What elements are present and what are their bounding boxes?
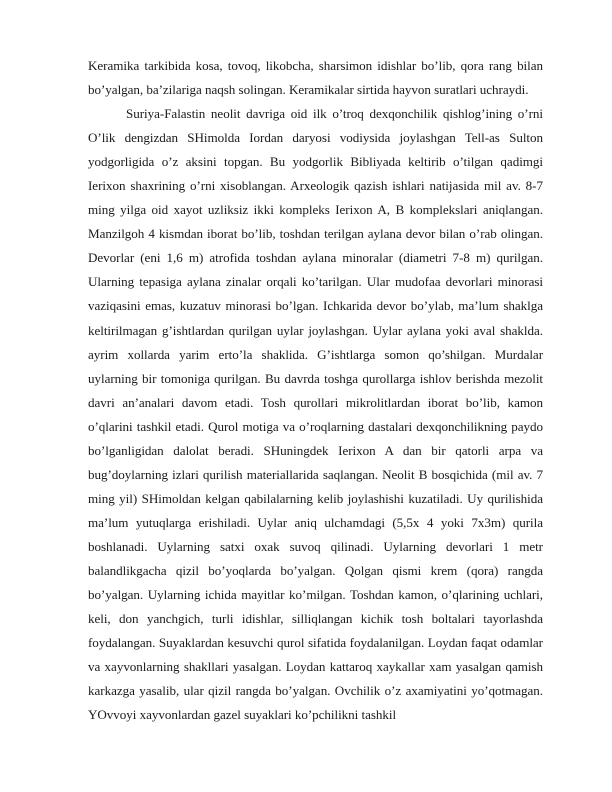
document-page	[88, 54, 543, 727]
paragraph-jericho: Suriya-Falastin neolit davriga oid ilk o’troq dexqonchilik qishlog’ining o’rni O’lik dengizdan SHimolda Iordan daryosi vodiysida joylashgan Tell-as Sulton yodgorligida o’z aksini topgan. Bu yodgorlik Bibliyada keltirib o’tilgan qadimgi Ierixon shaxrining o’rni xisoblangan. Arxeologik qazish ishlari natijasida mil av. 8-7 ming yilga oid xayot uzliksiz ikki kompleks Ierixon A, B komplekslari aniqlangan. Manzilgoh 4 kismdan iborat bo’lib, toshdan terilgan aylana devor bilan o’rab olingan. Devorlar (eni 1,6 m) atrofida toshdan aylana minoralar (diametri 7-8 m) qurilgan. Ularning tepasiga aylana zinalar orqali ko’tarilgan. Ular mudofaa devorlari minorasi vaziqasini emas, kuzatuv minorasi bo’lgan. Ichkarida devor bo’ylab, ma’lum shaklga keltirilmagan g’ishtlardan qurilgan uylar joylashgan. Uylar aylana yoki aval shaklda. ayrim xollarda yarim erto’la shaklida. G’ishtlarga somon qo’shilgan. Murdalar uylarning bir tomoniga qurilgan. Bu davrda toshga qurollarga ishlov berishda mezolit davri an’analari davom etadi. Tosh qurollari mikrolitlardan iborat bo’lib, kamon o’qlarini tashkil etadi. Qurol motiga va o’roqlarning dastalari dexqonchilikning paydo bo’lganligidan dalolat beradi. SHuningdek Ierixon A dan bir qatorli arpa va bug’doylarning izlari qurilish materiallarida saqlangan. Neolit B bosqichida (mil av. 7 ming yil) SHimoldan kelgan qabilalarning kelib joylashishi kuzatiladi. Uy qurilishida ma’lum yutuqlarga erishiladi. Uylar aniq ulchamdagi (5,5x 4 yoki 7x3m) qurila boshlanadi. Uylarning satxi oxak suvoq qilinadi. Uylarning devorlari 1 metr balandlikgacha qizil bo’yoqlarda bo’yalgan. Qolgan qismi krem (qora) rangda bo’yalgan. Uylarning ichida mayitlar ko’milgan. Toshdan kamon, o’qlarining uchlari, keli, don yanchgich, turli idishlar, silliqlangan kichik tosh boltalari tayorlashda foydalangan. Suyaklardan kesuvchi qurol sifatida foydalanilgan. Loydan faqat odamlar va xayvonlarning shakllari yasalgan. Loydan kattaroq xaykallar xam yasalgan qamish karkazga yasalib, ular qizil rangda bo’yalgan. Ovchilik o’z axamiyatini yo’qotmagan. YOvvoyi xayvonlardan gazel suyaklari ko’pchilikni tashkil	[88, 106, 543, 723]
paragraph-ceramics: Keramika tarkibida kosa, tovoq, likobcha, sharsimon idishlar bo’lib, qora rang bilan bo’yalgan, ba’zilariga naqsh solingan. Keramikalar sirtida hayvon suratlari uchraydi.	[88, 58, 543, 98]
